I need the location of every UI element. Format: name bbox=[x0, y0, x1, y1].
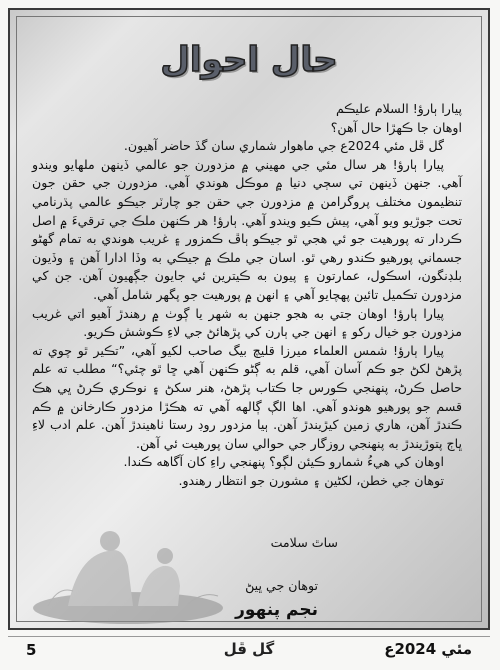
letter-paragraph: پيارا ٻارؤ! هر سال مئي جي مهيني ۾ مزدورن جو عالمي ڏينهن ملهايو ويندو آهي. جنهن ڏينهن تي سڄي دنيا ۾ موڪل هوندي آهي. مزدورن جي حقن جون تنظيمون مختلف پروگرامن ۾ مزدورن جي حقن جو چارٽر جيڪو عالمي پڌرنامي تحت جوڙيو ويو آهي، پيش ڪيو ويندو آهي. ٻارؤ! هر ڪنهن ملڪ جي ترقيءَ ۾ اصل ڪردار ته پورهيت جو ئي هجي ٿو جيڪو ٻاڦ ڪمزور ۽ غريب هوندي به تمام گهڻو جسماني پورهيو ڪندو رهي ٿو. اسان جي ملڪ ۾ جيڪي به وڏا ادارا آهن ۽ وڏيون بلڊنگون، اسڪول، عمارتون ۽ پيون به ڪيترين ئي جايون جڳهيون آهن. جن کي مزدورن تڪميل تائين پهچايو آهي ۽ انهن ۾ پورهيت جو پگهر شامل آهي. bbox=[32, 156, 462, 302]
letter-line: اوهان کي هيءُ شمارو ڪيئن لڳو؟ پنهنجي راءِ کان آگاهه ڪندا. bbox=[123, 454, 444, 470]
mother-child-illustration bbox=[28, 496, 228, 626]
letter-paragraph: پيارا ٻارؤ! اوهان جتي به هجو جنهن به شهر يا ڳوٺ ۾ رهندڙ آهيو اتي غريب مزدورن جو خيال رکو ۽ انهن جي ٻارن کي پڙهائڻ جي لاءِ ڪوشش ڪريو. bbox=[32, 305, 462, 340]
letter-paragraph: پيارا ٻارؤ! شمس العلماء ميرزا قليچ بيگ صاحب لکيو آهي، ”تڪير ٿو چوي ته پڙهڻ لکڻ جو ڪم آسان آهي، قلم به ڳڻو ڪنهن آهي ڇا ٿو چئي؟“ مطلب ته علم حاصل ڪرڻ، پنهنجي ڪورس جا ڪتاب پڙهڻ، هنر سکڻ ۽ نوڪري ڪرڻ ڀي هڪ قسم جو پورهيو هوندو آهي. اها الڳ ڳالهه آهي ته هڪڙا مزدور ڪارخانن ۾ ڪم ڪندڙ آهن، هاري زمين کيڙيندڙ آهن. ٻيا مزدور روڊ رستا ٺاهيندڙ آهن. علم ادب لاءِ ڀاڄ پتوڙيندڙ به پنهنجي روزگار جي حوالي سان پورهيت ئي آهن. bbox=[32, 342, 462, 451]
issue-date: مئي 2024ع bbox=[384, 640, 472, 658]
closing: ساٿ سلامت bbox=[270, 535, 338, 550]
letter-line: توهان جي خطن، لکڻين ۽ مشورن جو انتظار رهندو. bbox=[178, 472, 444, 488]
page-frame bbox=[8, 8, 490, 630]
sender-label: توهان جي ڀيڻ bbox=[245, 578, 318, 593]
page-number: 5 bbox=[26, 641, 37, 659]
signature: نجم پنهور bbox=[235, 600, 318, 620]
letter-body bbox=[32, 100, 462, 490]
page-footer bbox=[8, 636, 490, 665]
letter-line: گل ڦل مئي 2024ع جي ماهوار شماري سان گڏ حاضر آهيون. bbox=[123, 138, 444, 154]
letter-line: اوهان جا ڪهڙا حال آهن؟ bbox=[330, 119, 462, 135]
magazine-name: گل ڦل bbox=[223, 640, 275, 658]
page-title: حال احوال bbox=[160, 40, 338, 80]
greeting: پيارا ٻارؤ! السلام عليڪم bbox=[336, 101, 462, 116]
